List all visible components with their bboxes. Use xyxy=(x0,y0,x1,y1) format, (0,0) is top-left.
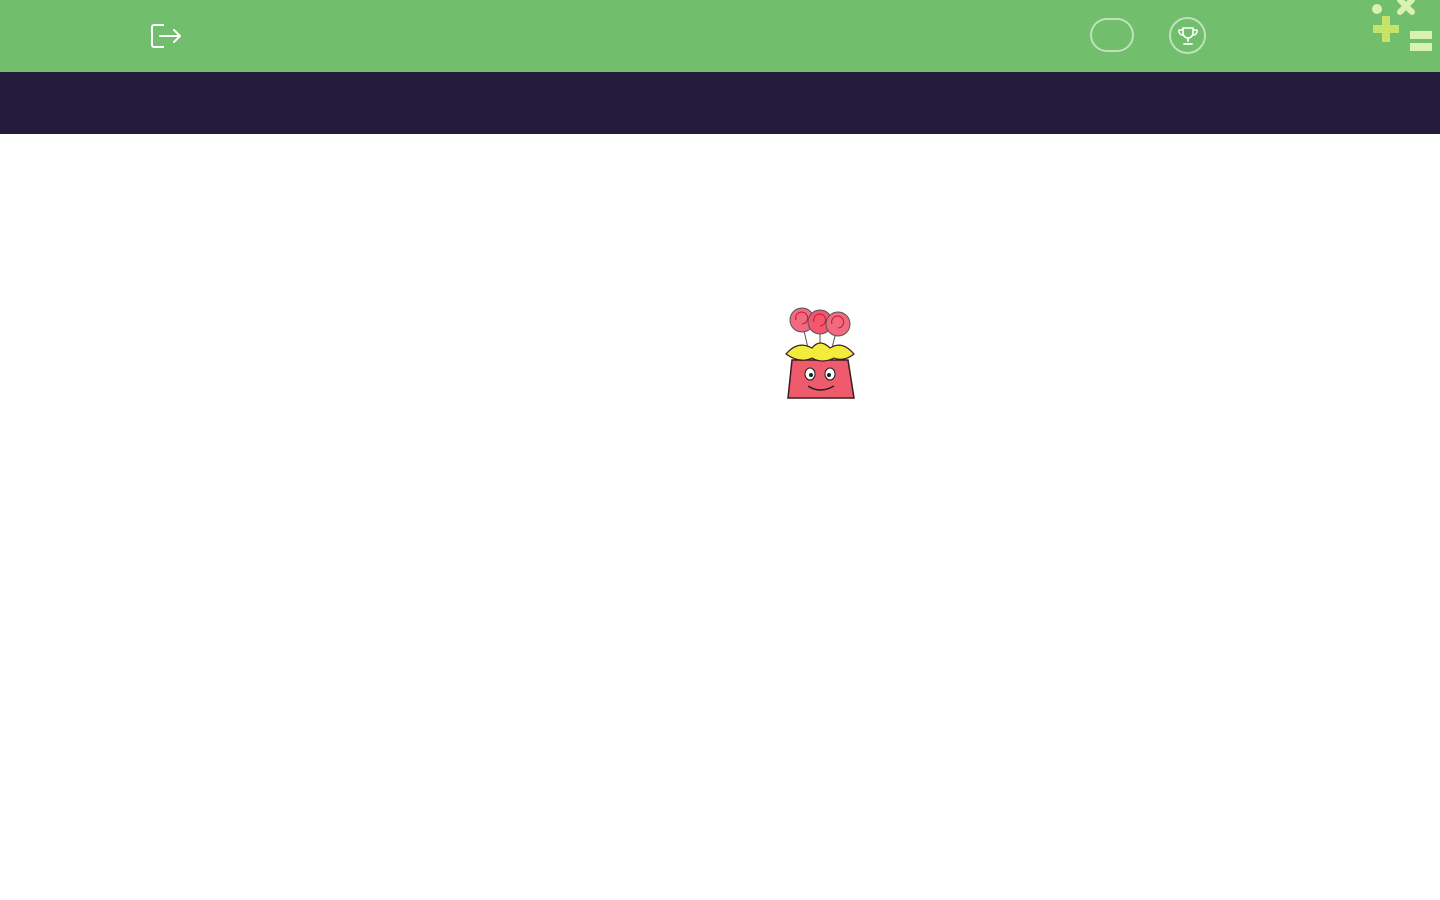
trophy-icon xyxy=(1177,26,1199,46)
score-badge xyxy=(1090,18,1134,52)
exit-activity-button[interactable] xyxy=(150,20,194,52)
top-bar xyxy=(0,0,1440,72)
lollipop-group-1 xyxy=(466,804,561,848)
trophy-button[interactable] xyxy=(1169,17,1206,54)
signup-banner xyxy=(0,72,1440,134)
exit-icon xyxy=(150,22,182,50)
lollipops-group-nine xyxy=(592,312,747,392)
worksheet-content xyxy=(0,134,1440,900)
bag-icon xyxy=(778,302,862,402)
brand-logo xyxy=(1366,0,1440,60)
lollipop-group-2 xyxy=(673,804,768,848)
lollipop-group-3 xyxy=(880,804,975,848)
